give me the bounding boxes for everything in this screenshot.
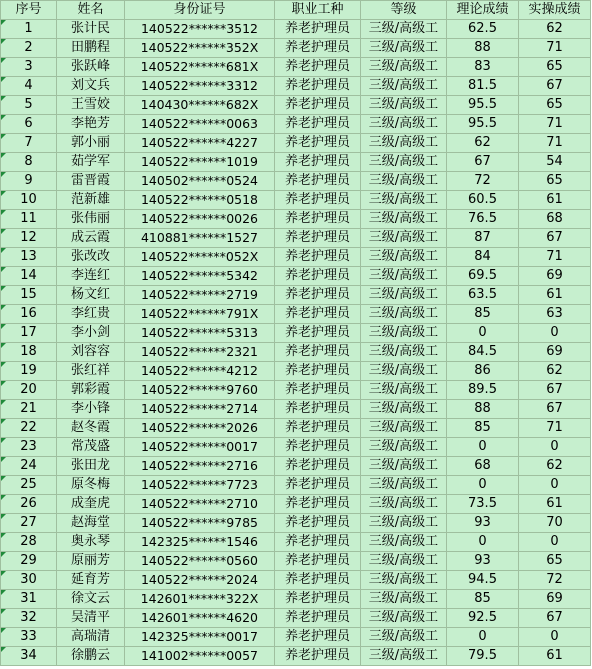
level-cell[interactable]: 三级/高级工 <box>361 533 447 552</box>
occupation-cell[interactable]: 养老护理员 <box>275 305 361 324</box>
table-row <box>1 286 591 305</box>
table-row <box>1 153 591 172</box>
practice-score-cell[interactable]: 67 <box>519 77 591 96</box>
occupation-cell[interactable]: 养老护理员 <box>275 286 361 305</box>
occupation-cell[interactable]: 养老护理员 <box>275 324 361 343</box>
seq-cell[interactable]: 29 <box>1 552 57 571</box>
name-cell[interactable]: 吴清平 <box>57 609 125 628</box>
table-row <box>1 476 591 495</box>
seq-cell[interactable]: 24 <box>1 457 57 476</box>
occupation-cell[interactable]: 养老护理员 <box>275 172 361 191</box>
theory-score-cell[interactable]: 85 <box>447 305 519 324</box>
occupation-cell[interactable]: 养老护理员 <box>275 267 361 286</box>
level-cell[interactable]: 三级/高级工 <box>361 58 447 77</box>
table-row <box>1 134 591 153</box>
practice-score-cell[interactable]: 61 <box>519 286 591 305</box>
theory-score-cell[interactable]: 63.5 <box>447 286 519 305</box>
occupation-cell[interactable]: 养老护理员 <box>275 115 361 134</box>
seq-cell[interactable]: 3 <box>1 58 57 77</box>
occupation-cell[interactable]: 养老护理员 <box>275 571 361 590</box>
practice-score-cell[interactable]: 63 <box>519 305 591 324</box>
header-cell-id[interactable]: 身份证号 <box>125 1 275 20</box>
occupation-cell[interactable]: 养老护理员 <box>275 590 361 609</box>
name-cell[interactable]: 刘容容 <box>57 343 125 362</box>
occupation-cell[interactable]: 养老护理员 <box>275 191 361 210</box>
level-cell[interactable]: 三级/高级工 <box>361 590 447 609</box>
id-number-cell[interactable]: 140522******2719 <box>125 286 275 305</box>
seq-cell[interactable]: 26 <box>1 495 57 514</box>
table-row <box>1 552 591 571</box>
name-cell[interactable]: 雷晋霞 <box>57 172 125 191</box>
practice-score-cell[interactable]: 61 <box>519 191 591 210</box>
occupation-cell[interactable]: 养老护理员 <box>275 134 361 153</box>
theory-score-cell[interactable]: 69.5 <box>447 267 519 286</box>
level-cell[interactable]: 三级/高级工 <box>361 438 447 457</box>
level-cell[interactable]: 三级/高级工 <box>361 609 447 628</box>
id-number-cell[interactable]: 142325******1546 <box>125 533 275 552</box>
name-cell[interactable]: 王雪姣 <box>57 96 125 115</box>
id-number-cell[interactable]: 140522******791X <box>125 305 275 324</box>
theory-score-cell[interactable]: 85 <box>447 590 519 609</box>
theory-score-cell[interactable]: 87 <box>447 229 519 248</box>
occupation-cell[interactable]: 养老护理员 <box>275 457 361 476</box>
level-cell[interactable]: 三级/高级工 <box>361 324 447 343</box>
name-cell[interactable]: 郭小丽 <box>57 134 125 153</box>
practice-score-cell[interactable]: 71 <box>519 248 591 267</box>
name-cell[interactable]: 原冬梅 <box>57 476 125 495</box>
header-cell-theory[interactable]: 理论成绩 <box>447 1 519 20</box>
practice-score-cell[interactable]: 71 <box>519 419 591 438</box>
table-row <box>1 324 591 343</box>
level-cell[interactable]: 三级/高级工 <box>361 134 447 153</box>
level-cell[interactable]: 三级/高级工 <box>361 495 447 514</box>
seq-cell[interactable]: 4 <box>1 77 57 96</box>
header-row <box>1 1 591 20</box>
id-number-cell[interactable]: 410881******1527 <box>125 229 275 248</box>
id-number-cell[interactable]: 140522******5313 <box>125 324 275 343</box>
occupation-cell[interactable]: 养老护理员 <box>275 495 361 514</box>
seq-cell[interactable]: 22 <box>1 419 57 438</box>
practice-score-cell[interactable]: 62 <box>519 457 591 476</box>
theory-score-cell[interactable]: 60.5 <box>447 191 519 210</box>
level-cell[interactable]: 三级/高级工 <box>361 153 447 172</box>
level-cell[interactable]: 三级/高级工 <box>361 172 447 191</box>
table-row <box>1 248 591 267</box>
table-row <box>1 20 591 39</box>
name-cell[interactable]: 范新雄 <box>57 191 125 210</box>
occupation-cell[interactable]: 养老护理员 <box>275 77 361 96</box>
header-cell-seq[interactable]: 序号 <box>1 1 57 20</box>
table-row <box>1 343 591 362</box>
table-row <box>1 191 591 210</box>
seq-cell[interactable]: 5 <box>1 96 57 115</box>
table-row <box>1 115 591 134</box>
level-cell[interactable]: 三级/高级工 <box>361 115 447 134</box>
name-cell[interactable]: 奥永琴 <box>57 533 125 552</box>
theory-score-cell[interactable]: 68 <box>447 457 519 476</box>
theory-score-cell[interactable]: 72 <box>447 172 519 191</box>
seq-cell[interactable]: 21 <box>1 400 57 419</box>
table-row <box>1 571 591 590</box>
practice-score-cell[interactable]: 71 <box>519 134 591 153</box>
theory-score-cell[interactable]: 84.5 <box>447 343 519 362</box>
theory-score-cell[interactable]: 81.5 <box>447 77 519 96</box>
table-row <box>1 647 591 666</box>
theory-score-cell[interactable]: 62 <box>447 134 519 153</box>
theory-score-cell[interactable]: 85 <box>447 419 519 438</box>
practice-score-cell[interactable]: 69 <box>519 590 591 609</box>
occupation-cell[interactable]: 养老护理员 <box>275 476 361 495</box>
table-row <box>1 58 591 77</box>
table-row <box>1 77 591 96</box>
occupation-cell[interactable]: 养老护理员 <box>275 533 361 552</box>
table-row <box>1 495 591 514</box>
occupation-cell[interactable]: 养老护理员 <box>275 438 361 457</box>
seq-cell[interactable]: 14 <box>1 267 57 286</box>
practice-score-cell[interactable]: 0 <box>519 533 591 552</box>
id-number-cell[interactable]: 140522******1019 <box>125 153 275 172</box>
theory-score-cell[interactable]: 84 <box>447 248 519 267</box>
occupation-cell[interactable]: 养老护理员 <box>275 210 361 229</box>
theory-score-cell[interactable]: 0 <box>447 438 519 457</box>
occupation-cell[interactable]: 养老护理员 <box>275 58 361 77</box>
seq-cell[interactable]: 11 <box>1 210 57 229</box>
id-number-cell[interactable]: 140522******3512 <box>125 20 275 39</box>
table-row <box>1 590 591 609</box>
id-number-cell[interactable]: 140522******0026 <box>125 210 275 229</box>
practice-score-cell[interactable]: 0 <box>519 438 591 457</box>
practice-score-cell[interactable]: 61 <box>519 647 591 666</box>
id-number-cell[interactable]: 140502******0524 <box>125 172 275 191</box>
table-body <box>1 1 591 666</box>
seq-cell[interactable]: 30 <box>1 571 57 590</box>
level-cell[interactable]: 三级/高级工 <box>361 419 447 438</box>
level-cell[interactable]: 三级/高级工 <box>361 647 447 666</box>
id-number-cell[interactable]: 140522******0017 <box>125 438 275 457</box>
level-cell[interactable]: 三级/高级工 <box>361 343 447 362</box>
level-cell[interactable]: 三级/高级工 <box>361 248 447 267</box>
seq-cell[interactable]: 1 <box>1 20 57 39</box>
occupation-cell[interactable]: 养老护理员 <box>275 96 361 115</box>
theory-score-cell[interactable]: 93 <box>447 552 519 571</box>
table-row <box>1 267 591 286</box>
name-cell[interactable]: 常茂盛 <box>57 438 125 457</box>
occupation-cell[interactable]: 养老护理员 <box>275 248 361 267</box>
seq-cell[interactable]: 15 <box>1 286 57 305</box>
theory-score-cell[interactable]: 0 <box>447 628 519 647</box>
seq-cell[interactable]: 28 <box>1 533 57 552</box>
practice-score-cell[interactable]: 65 <box>519 552 591 571</box>
table-row <box>1 400 591 419</box>
level-cell[interactable]: 三级/高级工 <box>361 267 447 286</box>
level-cell[interactable]: 三级/高级工 <box>361 305 447 324</box>
id-number-cell[interactable]: 140522******0560 <box>125 552 275 571</box>
practice-score-cell[interactable]: 69 <box>519 267 591 286</box>
level-cell[interactable]: 三级/高级工 <box>361 77 447 96</box>
theory-score-cell[interactable]: 86 <box>447 362 519 381</box>
seq-cell[interactable]: 17 <box>1 324 57 343</box>
occupation-cell[interactable]: 养老护理员 <box>275 381 361 400</box>
name-cell[interactable]: 赵海堂 <box>57 514 125 533</box>
level-cell[interactable]: 三级/高级工 <box>361 400 447 419</box>
theory-score-cell[interactable]: 92.5 <box>447 609 519 628</box>
practice-score-cell[interactable]: 54 <box>519 153 591 172</box>
id-number-cell[interactable]: 140522******5342 <box>125 267 275 286</box>
practice-score-cell[interactable]: 72 <box>519 571 591 590</box>
practice-score-cell[interactable]: 65 <box>519 96 591 115</box>
practice-score-cell[interactable]: 67 <box>519 400 591 419</box>
practice-score-cell[interactable]: 65 <box>519 172 591 191</box>
seq-cell[interactable]: 9 <box>1 172 57 191</box>
theory-score-cell[interactable]: 88 <box>447 400 519 419</box>
seq-cell[interactable]: 27 <box>1 514 57 533</box>
table-row <box>1 628 591 647</box>
id-number-cell[interactable]: 140522******4227 <box>125 134 275 153</box>
name-cell[interactable]: 李艳芳 <box>57 115 125 134</box>
name-cell[interactable]: 刘文兵 <box>57 77 125 96</box>
practice-score-cell[interactable]: 62 <box>519 362 591 381</box>
name-cell[interactable]: 李连红 <box>57 267 125 286</box>
name-cell[interactable]: 高瑞清 <box>57 628 125 647</box>
id-number-cell[interactable]: 140522******3312 <box>125 77 275 96</box>
name-cell[interactable]: 张计民 <box>57 20 125 39</box>
practice-score-cell[interactable]: 0 <box>519 324 591 343</box>
name-cell[interactable]: 徐鹏云 <box>57 647 125 666</box>
seq-cell[interactable]: 7 <box>1 134 57 153</box>
table-row <box>1 438 591 457</box>
seq-cell[interactable]: 13 <box>1 248 57 267</box>
id-number-cell[interactable]: 142601******4620 <box>125 609 275 628</box>
level-cell[interactable]: 三级/高级工 <box>361 191 447 210</box>
practice-score-cell[interactable]: 0 <box>519 476 591 495</box>
seq-cell[interactable]: 16 <box>1 305 57 324</box>
id-number-cell[interactable]: 142325******0017 <box>125 628 275 647</box>
id-number-cell[interactable]: 140522******2714 <box>125 400 275 419</box>
table-row <box>1 419 591 438</box>
practice-score-cell[interactable]: 67 <box>519 381 591 400</box>
practice-score-cell[interactable]: 0 <box>519 628 591 647</box>
table-row <box>1 305 591 324</box>
id-number-cell[interactable]: 140522******4212 <box>125 362 275 381</box>
id-number-cell[interactable]: 140522******052X <box>125 248 275 267</box>
occupation-cell[interactable]: 养老护理员 <box>275 400 361 419</box>
occupation-cell[interactable]: 养老护理员 <box>275 514 361 533</box>
practice-score-cell[interactable]: 71 <box>519 115 591 134</box>
table-row <box>1 229 591 248</box>
seq-cell[interactable]: 32 <box>1 609 57 628</box>
name-cell[interactable]: 杨文红 <box>57 286 125 305</box>
practice-score-cell[interactable]: 67 <box>519 609 591 628</box>
occupation-cell[interactable]: 养老护理员 <box>275 229 361 248</box>
seq-cell[interactable]: 8 <box>1 153 57 172</box>
header-cell-name[interactable]: 姓名 <box>57 1 125 20</box>
practice-score-cell[interactable]: 62 <box>519 20 591 39</box>
name-cell[interactable]: 张跃峰 <box>57 58 125 77</box>
id-number-cell[interactable]: 140522******2716 <box>125 457 275 476</box>
level-cell[interactable]: 三级/高级工 <box>361 210 447 229</box>
table-row <box>1 457 591 476</box>
practice-score-cell[interactable]: 67 <box>519 229 591 248</box>
theory-score-cell[interactable]: 95.5 <box>447 96 519 115</box>
name-cell[interactable]: 延育芳 <box>57 571 125 590</box>
theory-score-cell[interactable]: 79.5 <box>447 647 519 666</box>
theory-score-cell[interactable]: 0 <box>447 476 519 495</box>
id-number-cell[interactable]: 140522******2026 <box>125 419 275 438</box>
name-cell[interactable]: 徐文云 <box>57 590 125 609</box>
id-number-cell[interactable]: 140430******682X <box>125 96 275 115</box>
id-number-cell[interactable]: 140522******9760 <box>125 381 275 400</box>
occupation-cell[interactable]: 养老护理员 <box>275 153 361 172</box>
id-number-cell[interactable]: 140522******0063 <box>125 115 275 134</box>
name-cell[interactable]: 成奎虎 <box>57 495 125 514</box>
table-row <box>1 381 591 400</box>
level-cell[interactable]: 三级/高级工 <box>361 476 447 495</box>
table-row <box>1 210 591 229</box>
seq-cell[interactable]: 34 <box>1 647 57 666</box>
theory-score-cell[interactable]: 62.5 <box>447 20 519 39</box>
seq-cell[interactable]: 19 <box>1 362 57 381</box>
practice-score-cell[interactable]: 68 <box>519 210 591 229</box>
level-cell[interactable]: 三级/高级工 <box>361 20 447 39</box>
theory-score-cell[interactable]: 0 <box>447 533 519 552</box>
name-cell[interactable]: 张改改 <box>57 248 125 267</box>
id-number-cell[interactable]: 142601******322X <box>125 590 275 609</box>
theory-score-cell[interactable]: 93 <box>447 514 519 533</box>
practice-score-cell[interactable]: 61 <box>519 495 591 514</box>
seq-cell[interactable]: 25 <box>1 476 57 495</box>
level-cell[interactable]: 三级/高级工 <box>361 229 447 248</box>
theory-score-cell[interactable]: 95.5 <box>447 115 519 134</box>
name-cell[interactable]: 张红祥 <box>57 362 125 381</box>
level-cell[interactable]: 三级/高级工 <box>361 96 447 115</box>
id-number-cell[interactable]: 140522******2710 <box>125 495 275 514</box>
id-number-cell[interactable]: 140522******7723 <box>125 476 275 495</box>
practice-score-cell[interactable]: 71 <box>519 39 591 58</box>
name-cell[interactable]: 张伟丽 <box>57 210 125 229</box>
practice-score-cell[interactable]: 69 <box>519 343 591 362</box>
level-cell[interactable]: 三级/高级工 <box>361 571 447 590</box>
table-row <box>1 96 591 115</box>
level-cell[interactable]: 三级/高级工 <box>361 286 447 305</box>
level-cell[interactable]: 三级/高级工 <box>361 514 447 533</box>
theory-score-cell[interactable]: 83 <box>447 58 519 77</box>
name-cell[interactable]: 田鹏程 <box>57 39 125 58</box>
seq-cell[interactable]: 2 <box>1 39 57 58</box>
name-cell[interactable]: 原丽芳 <box>57 552 125 571</box>
table-row <box>1 609 591 628</box>
theory-score-cell[interactable]: 76.5 <box>447 210 519 229</box>
level-cell[interactable]: 三级/高级工 <box>361 628 447 647</box>
occupation-cell[interactable]: 养老护理员 <box>275 343 361 362</box>
occupation-cell[interactable]: 养老护理员 <box>275 419 361 438</box>
name-cell[interactable]: 赵冬霞 <box>57 419 125 438</box>
name-cell[interactable]: 茹学军 <box>57 153 125 172</box>
occupation-cell[interactable]: 养老护理员 <box>275 362 361 381</box>
level-cell[interactable]: 三级/高级工 <box>361 457 447 476</box>
header-cell-occupation[interactable]: 职业工种 <box>275 1 361 20</box>
occupation-cell[interactable]: 养老护理员 <box>275 609 361 628</box>
name-cell[interactable]: 李小剑 <box>57 324 125 343</box>
seq-cell[interactable]: 6 <box>1 115 57 134</box>
id-number-cell[interactable]: 140522******9785 <box>125 514 275 533</box>
practice-score-cell[interactable]: 70 <box>519 514 591 533</box>
id-number-cell[interactable]: 140522******681X <box>125 58 275 77</box>
level-cell[interactable]: 三级/高级工 <box>361 381 447 400</box>
header-cell-level[interactable]: 等级 <box>361 1 447 20</box>
occupation-cell[interactable]: 养老护理员 <box>275 20 361 39</box>
seq-cell[interactable]: 23 <box>1 438 57 457</box>
occupation-cell[interactable]: 养老护理员 <box>275 552 361 571</box>
table-row <box>1 362 591 381</box>
header-cell-practice[interactable]: 实操成绩 <box>519 1 591 20</box>
theory-score-cell[interactable]: 0 <box>447 324 519 343</box>
table-row <box>1 172 591 191</box>
level-cell[interactable]: 三级/高级工 <box>361 552 447 571</box>
seq-cell[interactable]: 10 <box>1 191 57 210</box>
id-number-cell[interactable]: 140522******2024 <box>125 571 275 590</box>
table-row <box>1 514 591 533</box>
theory-score-cell[interactable]: 89.5 <box>447 381 519 400</box>
id-number-cell[interactable]: 141002******0057 <box>125 647 275 666</box>
table-row <box>1 533 591 552</box>
name-cell[interactable]: 李小锋 <box>57 400 125 419</box>
practice-score-cell[interactable]: 65 <box>519 58 591 77</box>
occupation-cell[interactable]: 养老护理员 <box>275 628 361 647</box>
table-row <box>1 39 591 58</box>
theory-score-cell[interactable]: 73.5 <box>447 495 519 514</box>
id-number-cell[interactable]: 140522******2321 <box>125 343 275 362</box>
occupation-cell[interactable]: 养老护理员 <box>275 647 361 666</box>
seq-cell[interactable]: 12 <box>1 229 57 248</box>
name-cell[interactable]: 张田龙 <box>57 457 125 476</box>
level-cell[interactable]: 三级/高级工 <box>361 362 447 381</box>
id-number-cell[interactable]: 140522******352X <box>125 39 275 58</box>
occupation-cell[interactable]: 养老护理员 <box>275 39 361 58</box>
theory-score-cell[interactable]: 88 <box>447 39 519 58</box>
seq-cell[interactable]: 20 <box>1 381 57 400</box>
seq-cell[interactable]: 31 <box>1 590 57 609</box>
name-cell[interactable]: 郭彩霞 <box>57 381 125 400</box>
theory-score-cell[interactable]: 94.5 <box>447 571 519 590</box>
level-cell[interactable]: 三级/高级工 <box>361 39 447 58</box>
theory-score-cell[interactable]: 67 <box>447 153 519 172</box>
name-cell[interactable]: 李红贵 <box>57 305 125 324</box>
name-cell[interactable]: 成云霞 <box>57 229 125 248</box>
id-number-cell[interactable]: 140522******0518 <box>125 191 275 210</box>
seq-cell[interactable]: 18 <box>1 343 57 362</box>
seq-cell[interactable]: 33 <box>1 628 57 647</box>
